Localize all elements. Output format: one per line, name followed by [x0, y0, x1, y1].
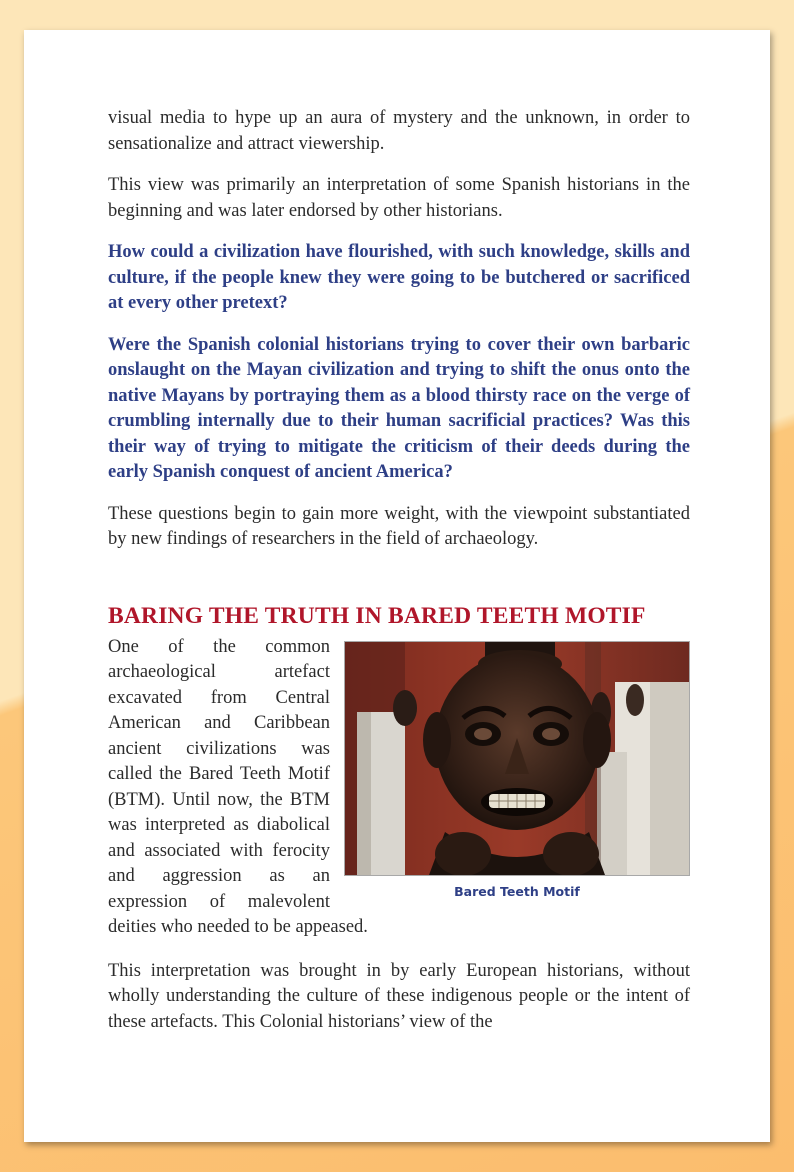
closing-paragraph: This interpretation was brought in by early European historians, without wholly understanding the culture of these indigenous people or the intent of these artefacts. This Colonial historians’ view of the: [108, 960, 690, 1032]
section-heading: BARING THE TRUTH IN BARED TEETH MOTIF: [108, 602, 646, 629]
bared-teeth-motif-image: [344, 641, 690, 876]
question-paragraph-2: Were the Spanish colonial historians trying to cover their own barbaric onslaught on the Mayan civilization and trying to shift the onus onto the native Mayans by portraying them as a blood thirsty race on the verge of crumbling internally due to their human sacrificial practices? Was this their way of trying to mitigate the criticism of their deeds during the early Spanish conquest of ancient America?: [108, 334, 690, 482]
bared-teeth-figure: [344, 641, 690, 899]
intro-paragraph-1: visual media to hype up an aura of mystery and the unknown, in order to sensationalize and attract viewership.: [108, 108, 690, 154]
page-content: [108, 106, 690, 1051]
document-page: [24, 30, 770, 1142]
intro-paragraph-2: This view was primarily an interpretation of some Spanish historians in the beginning and was later endorsed by other historians.: [108, 175, 690, 221]
bared-teeth-paragraph: One of the common archaeological artefact excavated from Central American and Caribbean ancient civilizations was called the Bared Teeth Motif (BTM). Until now, the BTM was interpreted as diabolical and associated with ferocity and aggression as an expression of malevolent deities who needed to be appeased.: [108, 636, 368, 937]
bared-teeth-section: [108, 601, 690, 1036]
question-paragraph-1: How could a civilization have flourished, with such knowledge, skills and culture, if the people knew they were going to be butchered or sacrificed at every other pretext?: [108, 242, 690, 313]
figure-caption: Bared Teeth Motif: [454, 883, 580, 899]
follow-up-paragraph: These questions begin to gain more weight, with the viewpoint substantiated by new findings of researchers in the field of archaeology.: [108, 503, 690, 549]
